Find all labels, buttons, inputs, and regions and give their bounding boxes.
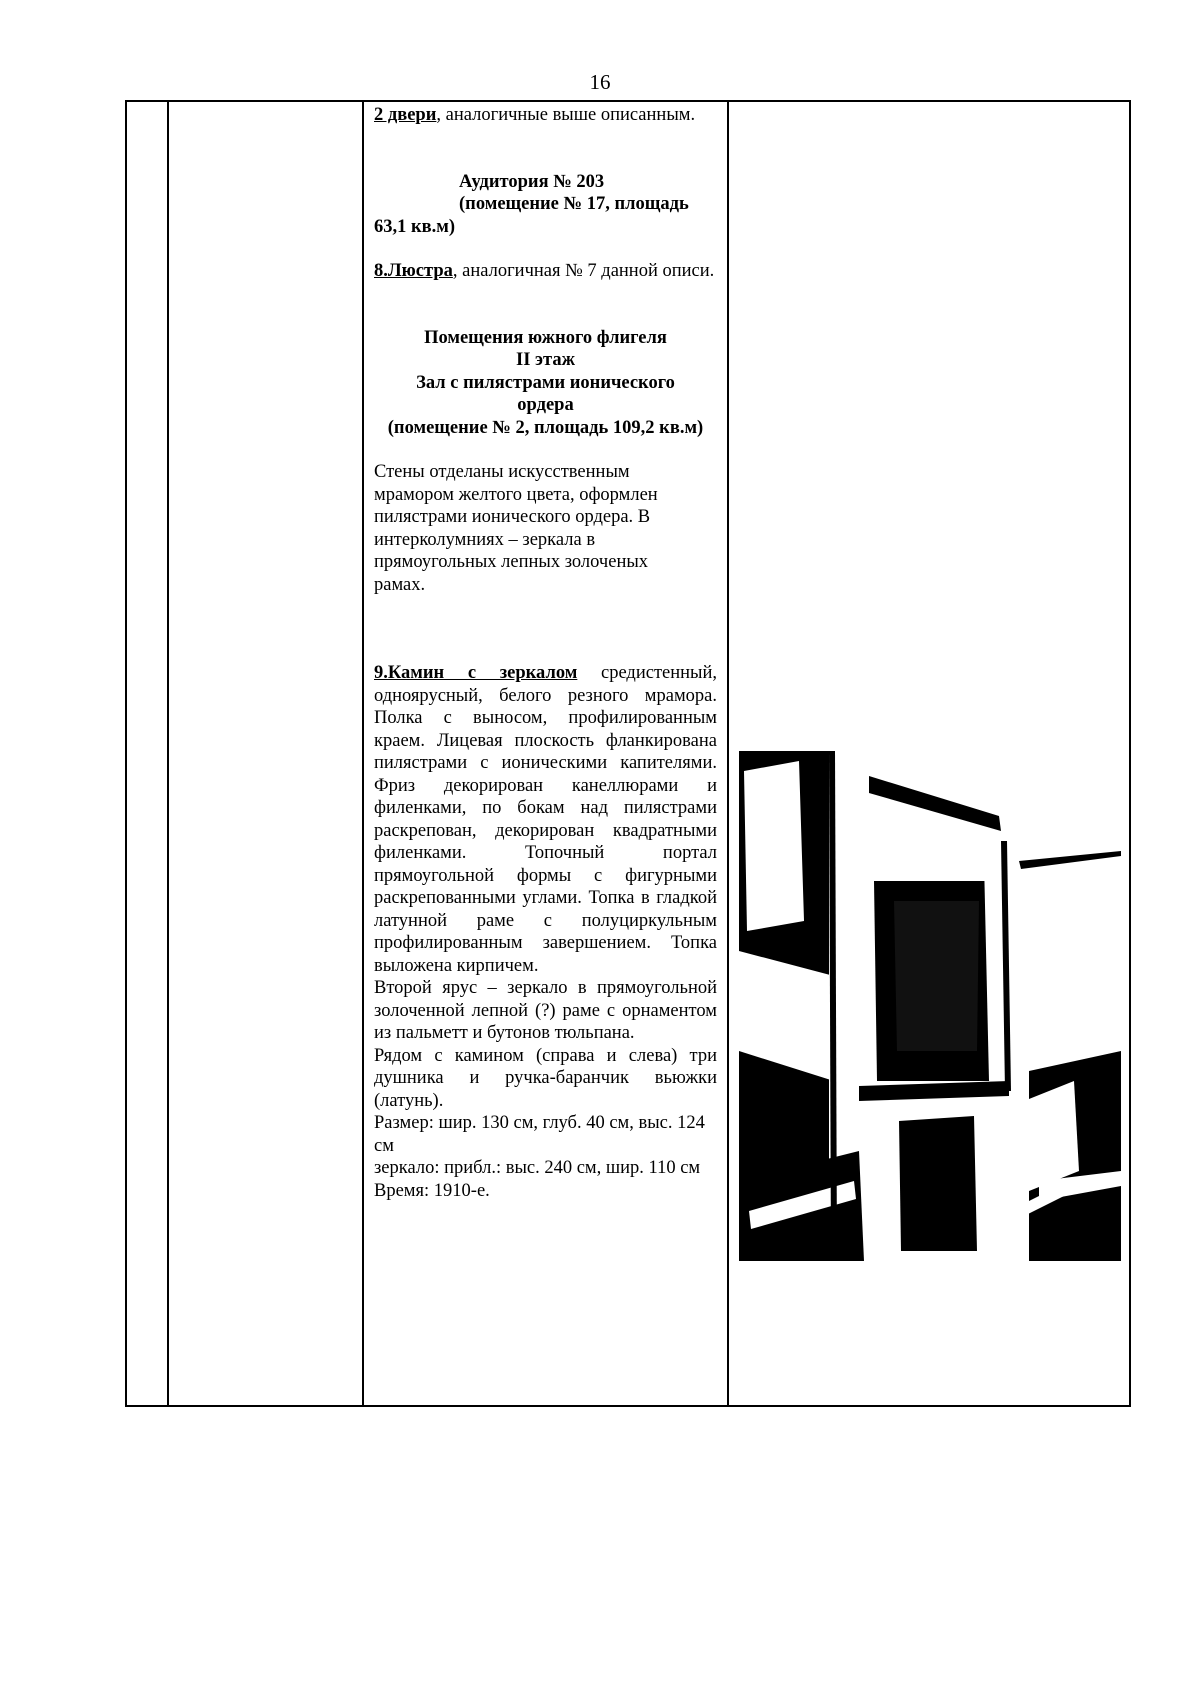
photo-cell bbox=[728, 101, 1130, 1406]
entry-chandelier-text: , аналогичная № 7 данной описи. bbox=[452, 261, 715, 281]
fireplace-time: Время: 1910-е. bbox=[374, 1180, 490, 1201]
south-wing-line1: Помещения южного флигеля bbox=[424, 327, 667, 348]
room203-heading: Аудитория № 203 bbox=[459, 171, 605, 192]
fireplace-mirror-size: зеркало: прибл.: выс. 240 см, шир. 110 см bbox=[374, 1158, 701, 1178]
south-wing-line2: II этаж bbox=[516, 350, 575, 370]
entry-chandelier-title: 8.Люстра bbox=[374, 261, 453, 281]
south-wing-line4: (помещение № 2, площадь 109,2 кв.м) bbox=[387, 417, 704, 438]
table-row bbox=[126, 101, 1130, 1406]
description-cell bbox=[363, 101, 728, 1406]
room203-sub: (помещение № 17, площадь 63,1 кв.м) bbox=[374, 194, 689, 237]
fireplace-size: Размер: шир. 130 см, глуб. 40 см, выс. 124 см bbox=[374, 1113, 705, 1156]
south-wing-line3: Зал с пилястрами ионического ордера bbox=[416, 372, 675, 415]
entry-doors-title: 2 двери bbox=[374, 105, 437, 125]
number-cell bbox=[126, 101, 168, 1406]
page-number: 16 bbox=[589, 70, 611, 94]
entry-fireplace bbox=[374, 662, 717, 977]
fireplace-nearby: Рядом с камином (справа и слева) три душника и ручка-баранчик вьюжки (латунь). bbox=[374, 1045, 717, 1111]
entry-doors-text: , аналогичные выше описанным. bbox=[436, 105, 696, 125]
fireplace-tier2: Второй ярус – зеркало в прямоугольной золоченной лепной (?) раме с орнаментом из пальметт и бутонов тюльпана. bbox=[374, 978, 717, 1043]
entry-fireplace-text: средистенный, одноярусный, белого резного мрамора. Полка с выносом, профилированным краем. Лицевая плоскость фланкирована пилястрами с ионическими капителями. Фриз декорирован канеллюрами и филенками, по бокам над пилястрами раскрепован, декорирован квадратными филенками. Топочный портал прямоугольной формы с фигурными раскрепованными углами. Топка в гладкой латунной раме с полуциркульным профилированным завершением. Топка выложена кирпичем. bbox=[374, 663, 717, 976]
entry-fireplace-title: 9.Камин с зеркалом bbox=[374, 663, 578, 683]
south-wing-heading bbox=[374, 327, 717, 440]
hall-description: Стены отделаны искусственным мрамором желтого цвета, оформлен пилястрами ионического ордера. В интерколумниях – зеркала в прямоугольных лепных золоченых рамах. bbox=[374, 462, 658, 595]
entry-chandelier bbox=[374, 260, 717, 283]
inventory-table bbox=[125, 100, 1131, 1407]
entry-doors bbox=[374, 104, 717, 127]
name-cell bbox=[168, 101, 363, 1406]
fireplace-photo bbox=[739, 751, 1121, 1261]
